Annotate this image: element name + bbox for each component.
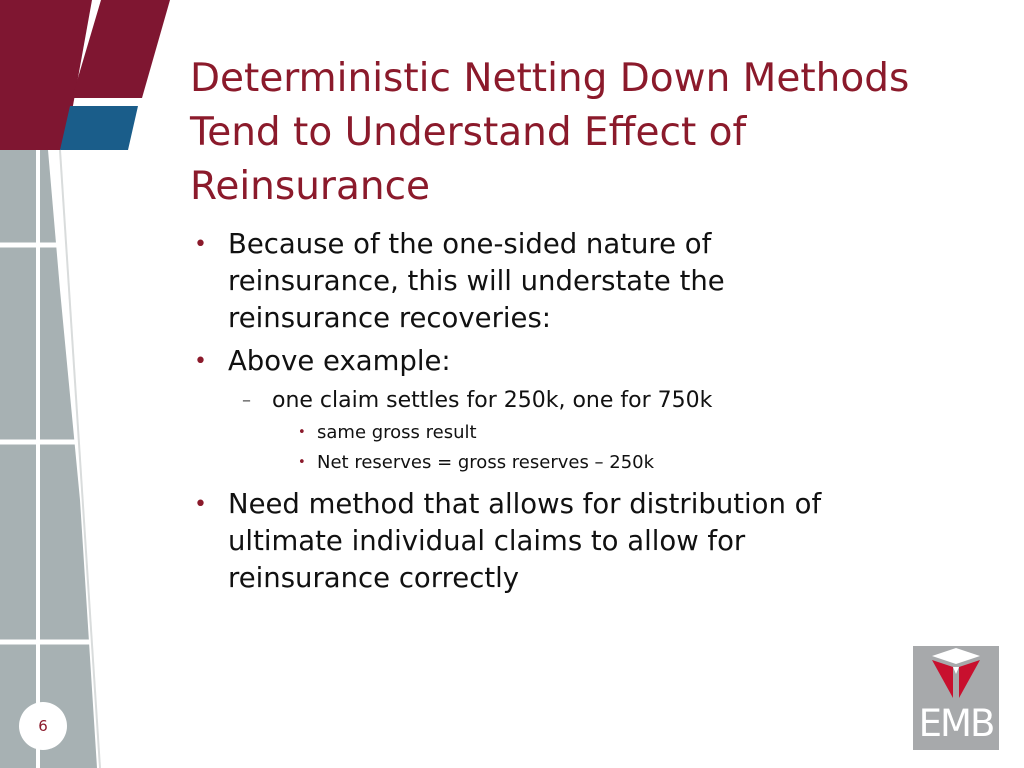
sub-sub-bullet-item <box>190 448 970 478</box>
sub-sub-bullet-text: Net reserves = gross reserves – 250k <box>317 452 655 473</box>
bullet-dot-icon: • <box>194 492 207 517</box>
bullet-text: Need method that allows for distribution of <box>228 488 822 520</box>
bullet-list <box>190 226 970 603</box>
bullet-text: Because of the one-sided nature of <box>228 228 712 260</box>
bullet-text: reinsurance recoveries: <box>228 302 552 334</box>
bullet-dot-icon: • <box>194 232 207 257</box>
title-line: Tend to Understand Effect of <box>190 110 747 155</box>
title-line: Reinsurance <box>190 164 431 209</box>
sub-bullet-text: one claim settles for 250k, one for 750k <box>272 388 713 413</box>
bullet-item <box>190 486 970 597</box>
bullet-text: Above example: <box>228 345 451 377</box>
emb-logo-mark-icon <box>913 646 999 706</box>
bullet-dot-icon: • <box>298 425 306 440</box>
bullet-item <box>190 343 970 380</box>
title-line: Deterministic Netting Down Methods <box>190 56 910 101</box>
logo-text: EMB <box>918 702 994 745</box>
emb-logo <box>913 646 999 750</box>
bullet-dot-icon: • <box>298 455 306 470</box>
bullet-item <box>190 226 970 337</box>
dash-icon: – <box>242 390 251 411</box>
bullet-dot-icon: • <box>194 349 207 374</box>
page-number: 6 <box>19 702 67 750</box>
sub-sub-bullet-text: same gross result <box>317 422 477 443</box>
bullet-text: reinsurance, this will understate the <box>228 265 725 297</box>
slide-title <box>190 52 990 214</box>
sub-sub-bullet-item <box>190 418 970 448</box>
sub-bullet-item <box>190 386 970 416</box>
bullet-text: reinsurance correctly <box>228 562 520 594</box>
blue-block <box>60 106 138 150</box>
bullet-text: ultimate individual claims to allow for <box>228 525 746 557</box>
